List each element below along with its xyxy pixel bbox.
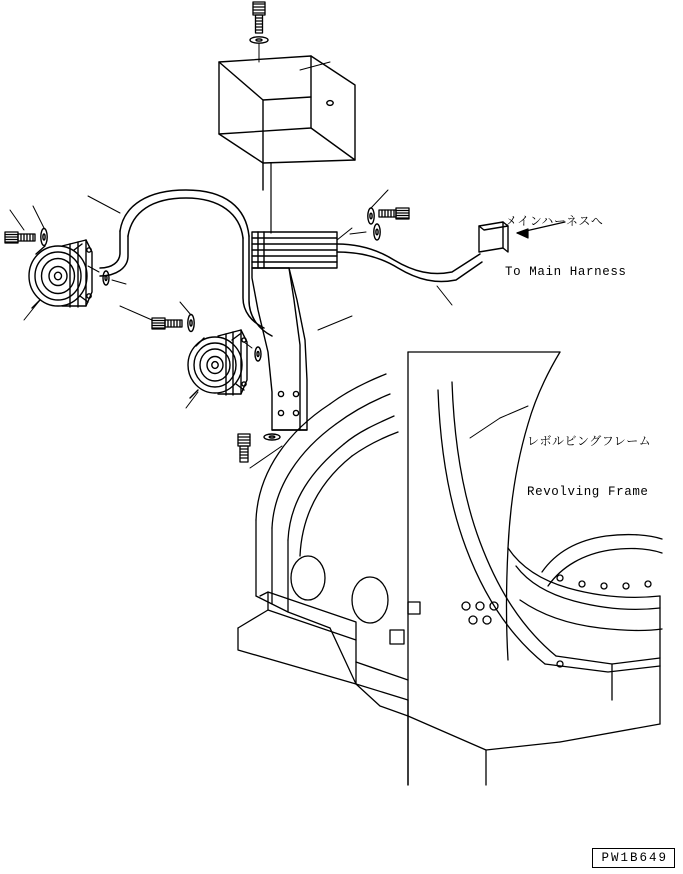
callout-revolving-frame <box>527 398 651 537</box>
horn-upper-left <box>29 240 92 308</box>
bolt-lower-1 <box>152 318 182 329</box>
washer-upper-left-1 <box>41 229 47 246</box>
drawing-number: PW1B649 <box>592 848 675 868</box>
callout-main-harness-japanese: メインハーネスへ <box>505 213 604 228</box>
callout-main-harness-english: To Main Harness <box>505 265 627 280</box>
cover-plate <box>219 56 355 190</box>
wiring-harness <box>100 190 482 336</box>
horn-lower <box>188 330 247 398</box>
bolt-bracket-right <box>379 208 409 219</box>
washer-bracket-right-1 <box>368 208 374 224</box>
callout-main-harness <box>505 178 627 317</box>
bolt-upper-left-1 <box>5 232 35 243</box>
washer-upper-left-2 <box>103 271 109 285</box>
washer-top <box>250 37 268 43</box>
washer-lower-1 <box>188 315 194 332</box>
washer-bracket-right-2 <box>374 224 380 240</box>
callout-revolving-frame-english: Revolving Frame <box>527 485 649 500</box>
washer-lower-2 <box>255 347 261 361</box>
harness-connector <box>479 222 508 252</box>
bolt-bracket-bottom <box>238 434 250 462</box>
washer-bracket-bottom <box>264 434 280 440</box>
bolt-top <box>253 2 265 33</box>
callout-revolving-frame-japanese: レボルビングフレーム <box>527 433 652 448</box>
